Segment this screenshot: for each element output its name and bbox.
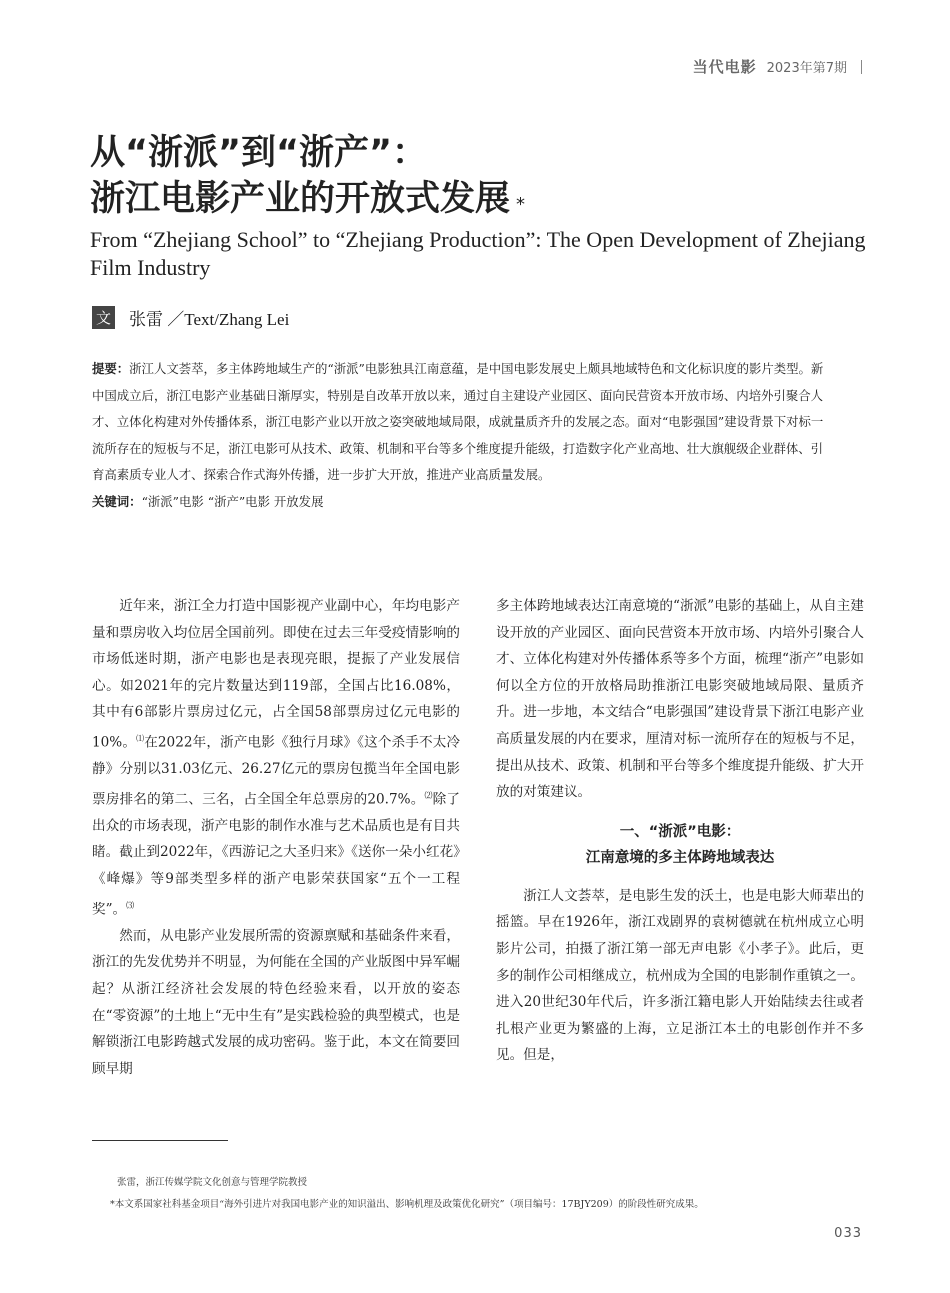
title-english: From “Zhejiang School” to “Zhejiang Production”: The Open Development of Zhejiang Film Industry — [90, 227, 866, 280]
citation-ref: ⑶ — [126, 900, 135, 910]
body-text: 在2022年，浙产电影《独行月球》《这个杀手不太冷静》分别以31.03亿元、26.27亿元的票房包揽当年全国电影票房排名的第二、三名，占全国全年总票房的20.7%。 — [92, 734, 461, 808]
issue-label: 2023年第7期 — [766, 61, 847, 76]
title-cn-line2 — [90, 176, 870, 222]
section-heading-line1: 一、“浙派”电影： — [619, 823, 741, 840]
footnote-fund: *本文系国家社科基金项目“海外引进片对我国电影产业的知识溢出、影响机理及政策优化研究”（项目编号：17BJY209）的阶段性研究成果。 — [110, 1199, 704, 1210]
footnotes — [110, 1172, 857, 1216]
abstract-label: 提要： — [92, 361, 130, 376]
byline-tag: 文 — [92, 306, 115, 329]
body-paragraph: 浙江人文荟萃，是电影生发的沃土，也是电影大师辈出的摇篮。早在1926年，浙江戏剧界的袁树德就在杭州成立心明影片公司，拍摄了浙江第一部无声电影《小孝子》。此后，更多的制作公司相继成立，杭州成为全国的电影制作重镇之一。进入20世纪30年代后，许多浙江籍电影人开始陆续去往或者扎根产业更为繁盛的上海，立足浙江本土的电影创作并不多见。但是， — [496, 887, 864, 1064]
page-number: 033 — [834, 1226, 862, 1241]
title-cn-line1: 从“浙派”到“浙产”： — [90, 133, 428, 173]
article-title-block — [90, 130, 870, 282]
author-name: 张雷 ／Text/Zhang Lei — [129, 310, 290, 329]
byline — [92, 305, 289, 330]
footnote-divider — [92, 1140, 228, 1141]
abstract-paragraph — [92, 356, 832, 489]
header-divider — [861, 60, 862, 74]
body-text: 近年来，浙江全力打造中国影视产业副中心，年均电影产量和票房收入均位居全国前列。即使在过去三年受疫情影响的市场低迷时期，浙产电影也是表现亮眼，提振了产业发展信心。如2021年的完片数量达到119部，全国占比16.08%，其中有6部影片票房过亿元，占全国58部票房过亿元电影的10%。 — [92, 598, 460, 751]
abstract-text: 浙江人文荟萃，多主体跨地域生产的“浙派”电影独具江南意蕴，是中国电影发展史上颇具地域特色和文化标识度的影片类型。新中国成立后，浙江电影产业基础日渐厚实，特别是自改革开放以来，通过自主建设产业园区、面向民营资本开放市场、内培外引聚合人才、立体化构建对外传播体系，浙江电影产业以开放之姿突破地域局限，成就量质齐升的发展之态。面对“电影强国”建设背景下对标一流所存在的短板与不足，浙江电影可从技术、政策、机制和平台等多个维度提升能级，打造数字化产业高地、壮大旗舰级企业群体、引育高素质专业人才、探索合作式海外传播，进一步扩大开放，推进产业高质量发展。 — [92, 361, 824, 482]
title-cn-line2-text: 浙江电影产业的开放式发展 — [90, 179, 511, 219]
body-paragraph — [92, 593, 460, 923]
body-paragraph: 然而，从电影产业发展所需的资源禀赋和基础条件来看，浙江的先发优势并不明显，为何能在全国的产业版图中异军崛起？从浙江经济社会发展的特色经验来看，以开放的姿态在“零资源”的土地上“无中生有”是实践检验的典型模式，也是解锁浙江电影跨越式发展的成功密码。鉴于此，本文在简要回顾早期 — [92, 927, 460, 1077]
keywords-text: “浙派”电影 “浙产”电影 开放发展 — [141, 493, 324, 509]
running-header — [693, 56, 862, 77]
keywords-label: 关键词： — [92, 493, 142, 509]
keywords-line — [92, 489, 832, 516]
section-heading — [496, 819, 864, 871]
abstract — [92, 356, 832, 515]
body-paragraph: 多主体跨地域表达江南意境的“浙派”电影的基础上，从自主建设开放的产业园区、面向民营资本开放市场、内培外引聚合人才、立体化构建对外传播体系等多个方面，梳理“浙产”电影如何以全方位的开放格局助推浙江电影突破地域局限、量质齐升。进一步地，本文结合“电影强国”建设背景下浙江电影产业高质量发展的内在要求，厘清对标一流所存在的短板与不足，提出从技术、政策、机制和平台等多个维度提升能级、扩大开放的对策建议。 — [496, 598, 864, 801]
citation-ref: ⑴ — [136, 733, 145, 743]
body-column-left — [92, 593, 460, 1082]
citation-ref: ⑵ — [424, 790, 433, 800]
footnote-author: 张雷，浙江传媒学院文化创意与管理学院教授 — [117, 1177, 308, 1188]
section-heading-line2: 江南意境的多主体跨地域表达 — [585, 849, 775, 866]
journal-name: 当代电影 — [692, 58, 757, 76]
body-column-right — [496, 593, 864, 1069]
body-text: 除了出众的市场表现，浙产电影的制作水准与艺术品质也是有目共睹。截止到2022年，《西游记之大圣归来》《送你一朵小红花》《峰爆》等9部类型多样的浙产电影荣获国家“五个一工程奖”。 — [92, 791, 461, 918]
title-footnote-marker: * — [516, 194, 526, 215]
